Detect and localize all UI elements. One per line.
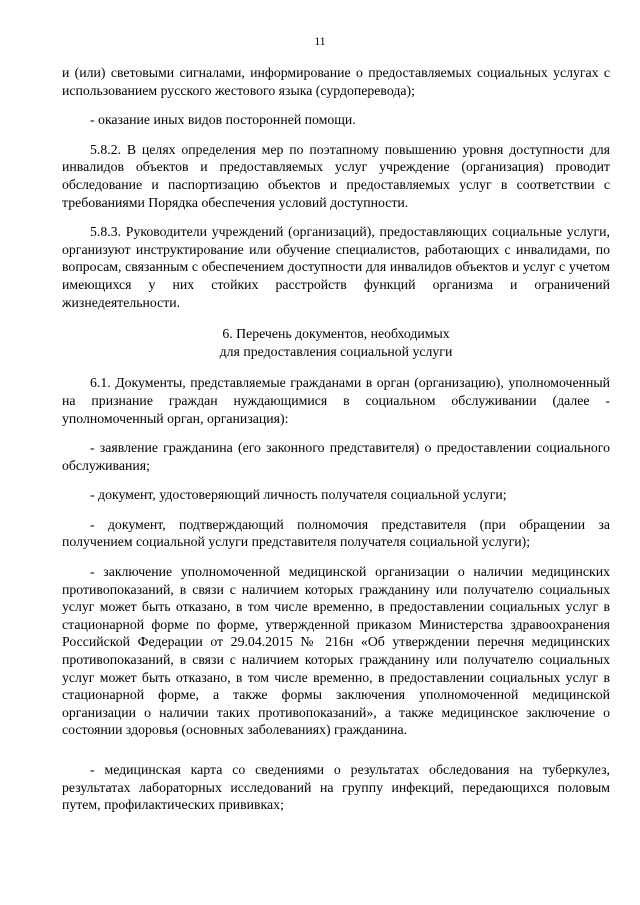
paragraph-5-8-3: 5.8.3. Руководители учреждений (организаций), предоставляющих социальные услуги, организуют инструктирование или обучение специалистов, работающих с инвалидами, по вопросам, связанным с обеспечением доступности для инвалидов объектов и услуг с учетом имеющихся у них стойких расстройств функций организма и ограничений жизнедеятельности. bbox=[62, 224, 610, 310]
page-number: 11 bbox=[314, 36, 326, 48]
paragraph-6-1: 6.1. Документы, представляемые гражданами в орган (организацию), уполномоченный на признание граждан нуждающимися в социальном обслуживании (далее - уполномоченный орган, организация): bbox=[62, 375, 610, 426]
list-item-medical-conclusion: - заключение уполномоченной медицинской организации о наличии медицинских противопоказаний, в связи с наличием которых гражданину или получателю социальных услуг может быть отказано, в том числе временно, в предоставлении социальных услуг в стационарной форме по форме, утвержденной приказом Министерства здравоохранения Российской Федерации от 29.04.2015 № 216н «Об утверждении перечня медицинских противопоказаний, в связи с наличием которых гражданину или получателю социальных услуг может быть отказано, в том числе временно, в предоставлении социальных услуг в стационарной форме, а также формы заключения уполномоченной медицинской организации о наличии таких противопоказаний», а также медицинское заключение о состоянии здоровья (основных заболеваниях) гражданина. bbox=[62, 564, 610, 738]
list-item-application: - заявление гражданина (его законного представителя) о предоставлении социального обслуживания; bbox=[62, 440, 610, 473]
list-item-medical-card: - медицинская карта со сведениями о результатах обследования на туберкулез, результатах лабораторных исследований на группу инфекций, передающихся половым путем, профилактических прививках; bbox=[62, 762, 610, 813]
section-heading-line2: для предоставления социальной услуги bbox=[219, 343, 453, 359]
paragraph-other-assistance: - оказание иных видов посторонней помощи. bbox=[90, 112, 356, 128]
section-heading-line1: 6. Перечень документов, необходимых bbox=[222, 326, 450, 342]
document-body bbox=[62, 64, 610, 814]
list-item-representative-document: - документ, подтверждающий полномочия представителя (при обращении за получением социальной услуги представителя получателя социальной услуги); bbox=[62, 516, 610, 550]
list-item-identity-document: - документ, удостоверяющий личность получателя социальной услуги; bbox=[90, 487, 507, 503]
paragraph-sign-language: и (или) световыми сигналами, информирование о предоставляемых социальных услугах с использованием русского жестового языка (сурдоперевода); bbox=[62, 65, 610, 98]
paragraph-5-8-2: 5.8.2. В целях определения мер по поэтапному повышению уровня доступности для инвалидов объектов и предоставляемых услуг учреждение (организация) проводит обследование и паспортизацию объектов и предоставляемых услуг в соответствии с требованиями Порядка обеспечения условий доступности. bbox=[62, 141, 610, 210]
